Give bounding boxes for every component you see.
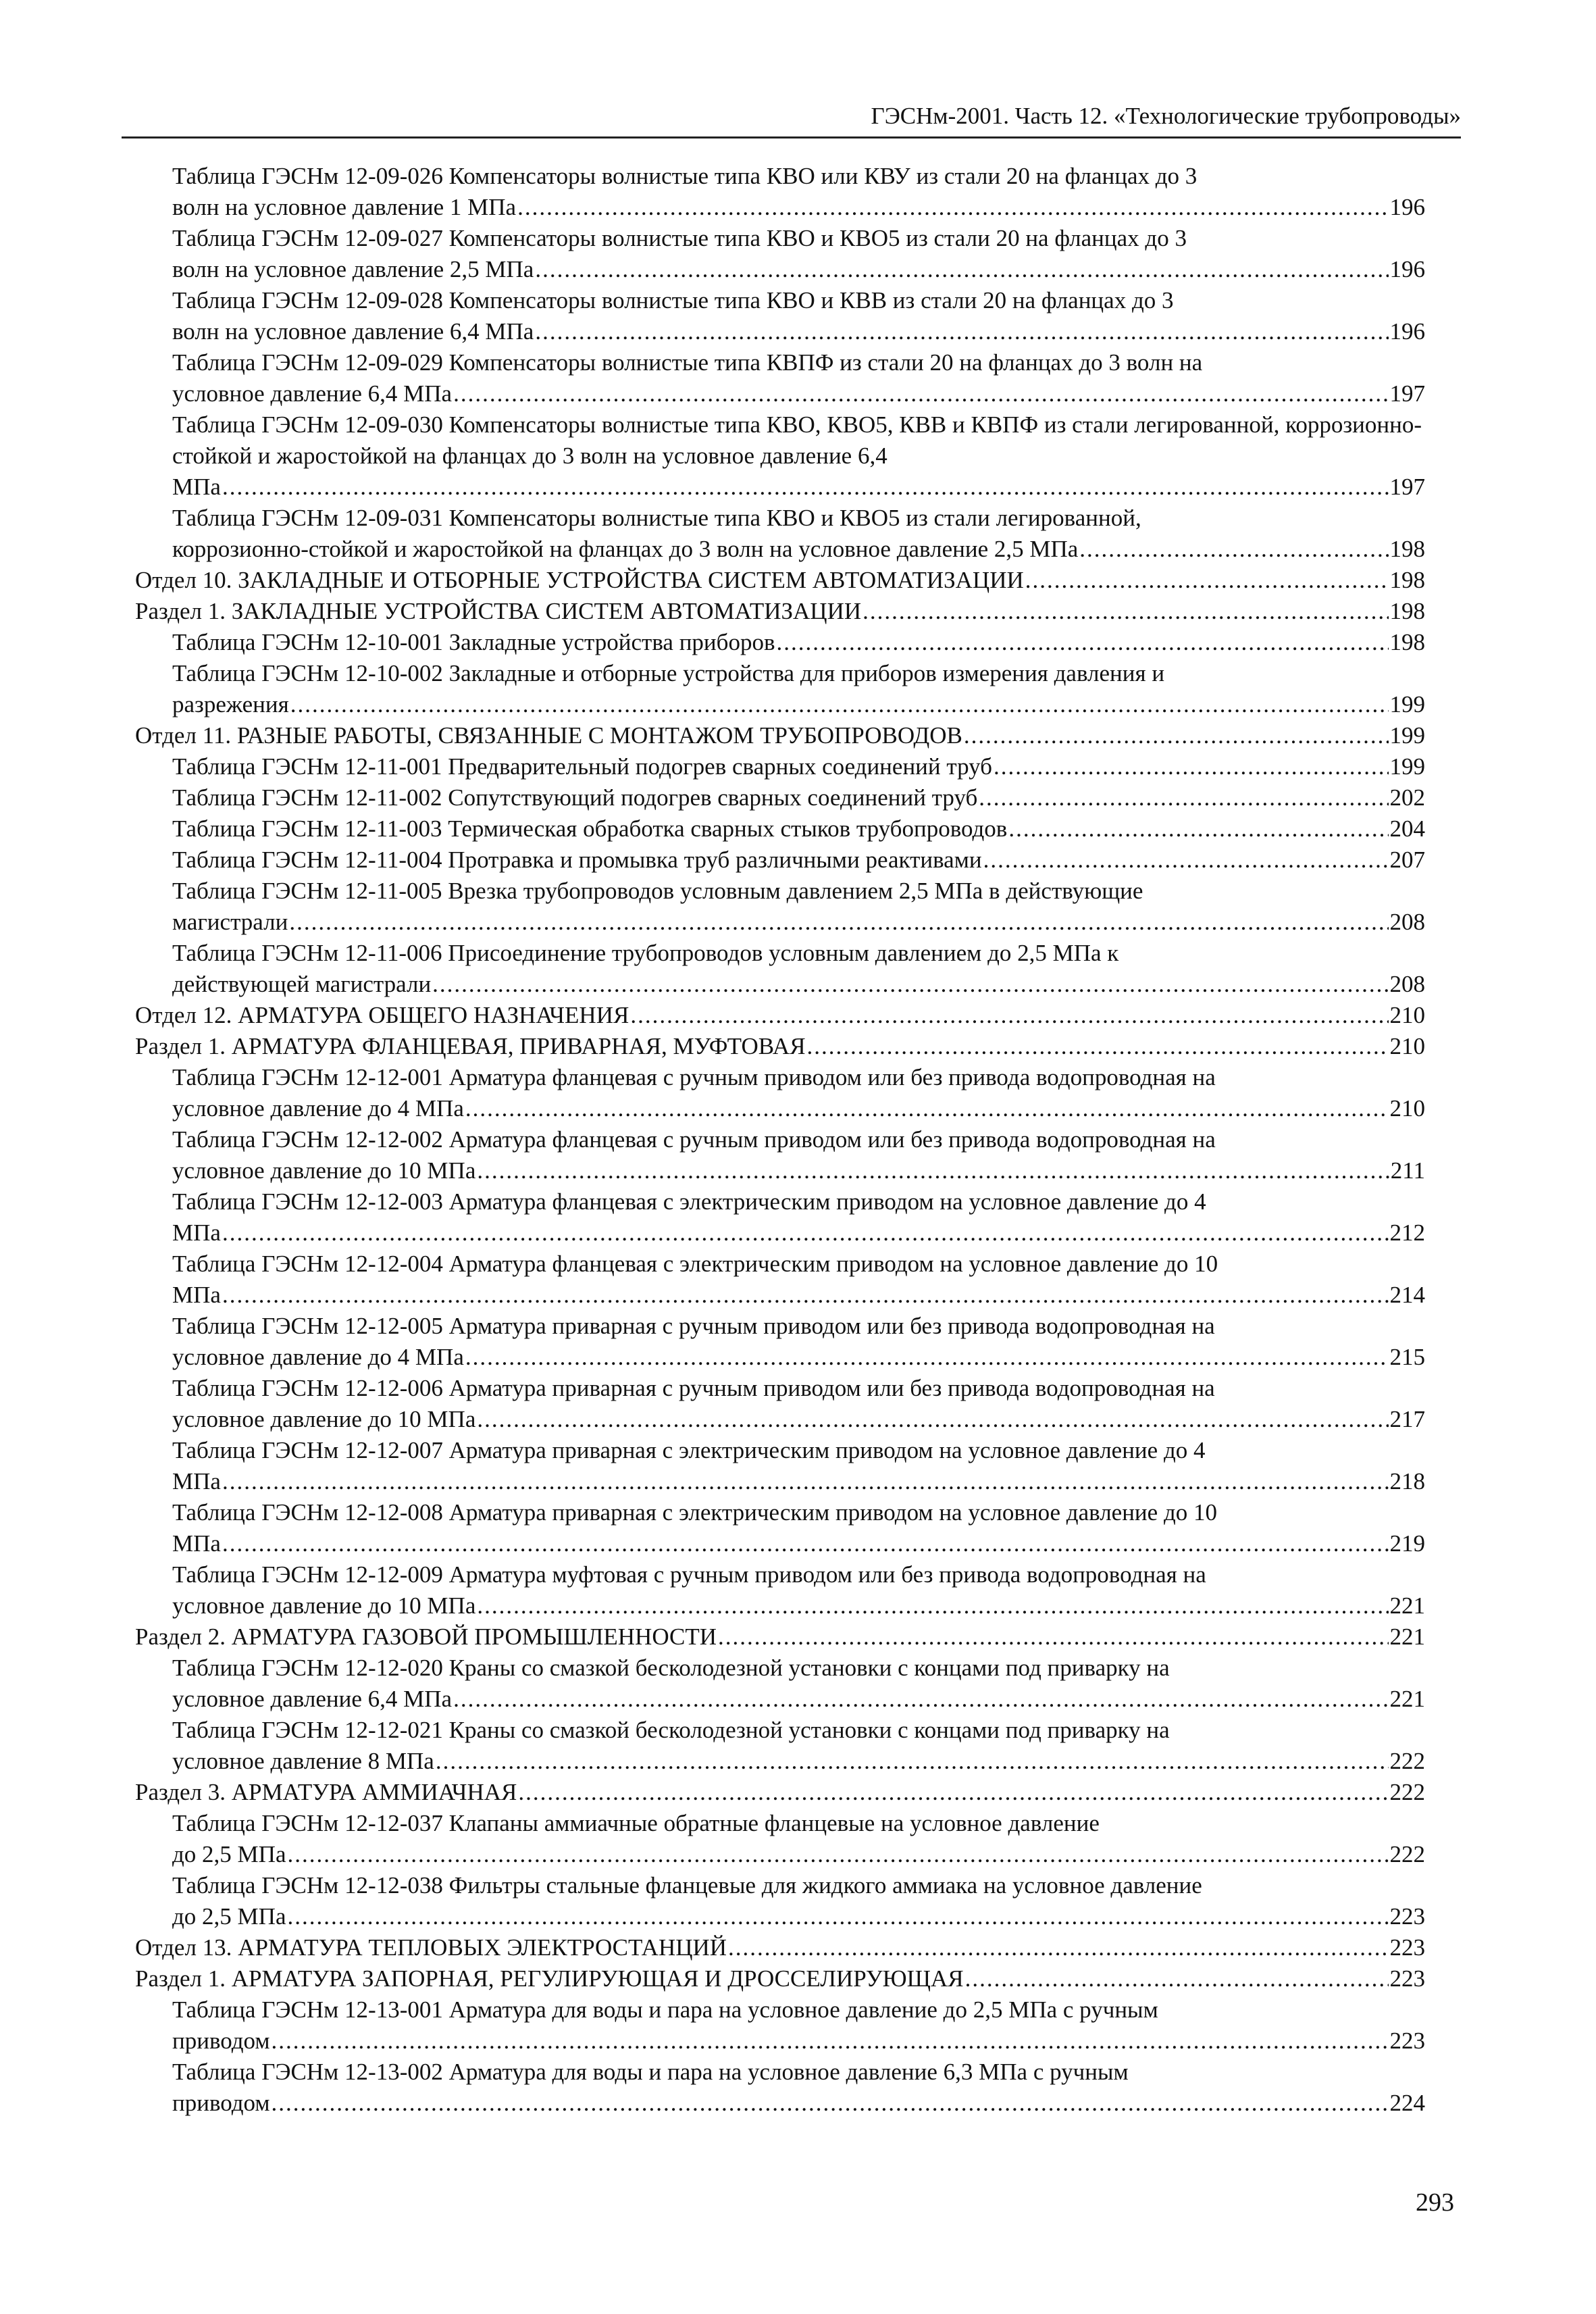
toc-entry-title-end: приводом xyxy=(172,2028,270,2054)
dot-leader xyxy=(994,751,1389,782)
toc-entry-page: 221 xyxy=(1389,1686,1425,1712)
toc-entry-page: 202 xyxy=(1389,784,1425,811)
toc-entry-title-end: разрежения xyxy=(172,691,289,718)
toc-entry-title-end: условное давление до 10 МПа xyxy=(172,1592,476,1619)
toc-entry-page: 211 xyxy=(1390,1157,1425,1184)
dot-leader xyxy=(290,689,1389,720)
dot-leader xyxy=(272,2026,1389,2057)
toc-entry-title: Таблица ГЭСНм 12-12-003 Арматура фланцевая с электрическим приводом на условное давление до 4 xyxy=(172,1188,1206,1215)
toc-entry-page: 223 xyxy=(1389,2028,1425,2054)
toc-entry[interactable] xyxy=(172,627,1425,658)
toc-entry-title-end: условное давление 6,4 МПа xyxy=(172,1686,453,1712)
toc-entry-page: 214 xyxy=(1389,1282,1425,1308)
dot-leader xyxy=(222,1466,1389,1497)
toc-entry[interactable] xyxy=(135,1777,1425,1808)
dot-leader xyxy=(465,1342,1389,1373)
toc-entry-title-end: МПа xyxy=(172,1282,221,1308)
dot-leader xyxy=(477,1590,1388,1621)
toc-entry-page: 199 xyxy=(1389,691,1425,718)
toc-entry[interactable] xyxy=(135,1963,1425,1994)
toc-entry[interactable] xyxy=(172,503,1425,565)
toc-entry-page: 221 xyxy=(1389,1624,1425,1650)
toc-entry[interactable] xyxy=(135,1000,1425,1031)
toc-entry[interactable] xyxy=(172,1249,1425,1311)
toc-entry[interactable] xyxy=(172,1186,1425,1249)
toc-entry-page: 207 xyxy=(1389,847,1425,873)
dot-leader xyxy=(728,1932,1388,1963)
toc-entry-page: 210 xyxy=(1389,1002,1425,1028)
dot-leader xyxy=(272,2088,1389,2119)
toc-entry[interactable] xyxy=(172,1124,1425,1186)
toc-entry-title: Таблица ГЭСНм 12-09-029 Компенсаторы волнистые типа КВПФ из стали 20 на фланцах до 3 волн на xyxy=(172,349,1203,376)
dot-leader xyxy=(288,1901,1389,1932)
toc-entry[interactable] xyxy=(172,1653,1425,1715)
toc-entry-title: Таблица ГЭСНм 12-09-026 Компенсаторы волнистые типа КВО или КВУ из стали 20 на фланцах до 3 xyxy=(172,163,1198,189)
table-of-contents xyxy=(135,161,1425,2119)
toc-entry-title-end: магистрали xyxy=(172,909,288,935)
toc-entry[interactable] xyxy=(172,1994,1425,2057)
toc-entry-page: 223 xyxy=(1389,1934,1425,1961)
toc-entry-title: Таблица ГЭСНм 12-09-030 Компенсаторы волнистые типа КВО, КВО5, КВВ и КВПФ из стали легированной, коррозионно-стойкой и жаростойкой на фланцах до 3 волн на условное давление 6,4 xyxy=(172,411,1422,469)
toc-entry-page: 204 xyxy=(1389,815,1425,842)
toc-entry-title: Таблица ГЭСНм 12-09-031 Компенсаторы волнистые типа КВО и КВО5 из стали легированной, xyxy=(172,505,1141,531)
toc-entry-title-end: Таблица ГЭСНм 12-10-001 Закладные устройства приборов xyxy=(172,629,775,655)
toc-entry[interactable] xyxy=(172,1870,1425,1932)
toc-entry-title-end: Раздел 3. АРМАТУРА АММИАЧНАЯ xyxy=(135,1779,517,1805)
dot-leader xyxy=(222,472,1389,503)
toc-entry[interactable] xyxy=(172,1311,1425,1373)
toc-entry-title-end: Таблица ГЭСНм 12-11-004 Протравка и промывка труб различными реактивами xyxy=(172,847,982,873)
toc-entry[interactable] xyxy=(172,1497,1425,1559)
toc-entry-page: 224 xyxy=(1389,2090,1425,2116)
toc-entry-title-end: до 2,5 МПа xyxy=(172,1903,286,1930)
toc-entry-page: 218 xyxy=(1389,1468,1425,1494)
dot-leader xyxy=(807,1031,1389,1062)
toc-entry-page: 223 xyxy=(1389,1903,1425,1930)
toc-entry-title-end: условное давление до 10 МПа xyxy=(172,1157,476,1184)
toc-entry[interactable] xyxy=(172,1808,1425,1870)
toc-entry-title-end: МПа xyxy=(172,474,221,500)
dot-leader xyxy=(453,1684,1388,1715)
toc-entry-page: 215 xyxy=(1389,1344,1425,1370)
toc-entry[interactable] xyxy=(135,565,1425,596)
dot-leader xyxy=(432,969,1388,1000)
dot-leader xyxy=(964,720,1389,751)
toc-entry-title-end: Раздел 1. АРМАТУРА ФЛАНЦЕВАЯ, ПРИВАРНАЯ, МУФТОВАЯ xyxy=(135,1033,806,1059)
dot-leader xyxy=(1079,534,1388,565)
dot-leader xyxy=(436,1746,1389,1777)
running-header: ГЭСНм-2001. Часть 12. «Технологические трубопроводы» xyxy=(122,101,1461,139)
toc-entry-title: Таблица ГЭСНм 12-13-002 Арматура для воды и пара на условное давление 6,3 МПа с ручным xyxy=(172,2059,1129,2085)
dot-leader xyxy=(477,1404,1388,1435)
dot-leader xyxy=(222,1280,1389,1311)
toc-entry-title-end: МПа xyxy=(172,1530,221,1557)
dot-leader xyxy=(535,316,1388,347)
toc-entry-title-end: условное давление до 10 МПа xyxy=(172,1406,476,1432)
toc-entry-page: 221 xyxy=(1389,1592,1425,1619)
toc-entry-title: Таблица ГЭСНм 12-12-006 Арматура приварная с ручным приводом или без привода водопроводная на xyxy=(172,1375,1215,1401)
toc-entry-title-end: волн на условное давление 1 МПа xyxy=(172,194,517,220)
toc-entry[interactable] xyxy=(172,1715,1425,1777)
toc-entry-title: Таблица ГЭСНм 12-13-001 Арматура для воды и пара на условное давление до 2,5 МПа с ручным xyxy=(172,1996,1158,2023)
toc-entry-page: 210 xyxy=(1389,1095,1425,1122)
toc-entry-title-end: Отдел 10. ЗАКЛАДНЫЕ И ОТБОРНЫЕ УСТРОЙСТВА СИСТЕМ АВТОМАТИЗАЦИИ xyxy=(135,567,1024,593)
dot-leader xyxy=(965,1963,1389,1994)
toc-entry[interactable] xyxy=(135,1031,1425,1062)
toc-entry[interactable] xyxy=(172,2057,1425,2119)
toc-entry-page: 222 xyxy=(1389,1841,1425,1867)
dot-leader xyxy=(979,782,1388,813)
dot-leader xyxy=(222,1528,1389,1559)
toc-entry-title-end: МПа xyxy=(172,1468,221,1494)
toc-entry-title: Таблица ГЭСНм 12-10-002 Закладные и отборные устройства для приборов измерения давления и xyxy=(172,660,1165,686)
toc-entry[interactable] xyxy=(172,347,1425,409)
dot-leader xyxy=(630,1000,1388,1031)
toc-entry-page: 212 xyxy=(1389,1219,1425,1246)
toc-entry-page: 198 xyxy=(1389,536,1425,562)
dot-leader xyxy=(863,596,1388,627)
toc-entry-page: 198 xyxy=(1389,629,1425,655)
dot-leader xyxy=(776,627,1388,658)
dot-leader xyxy=(983,845,1389,876)
toc-entry-title: Таблица ГЭСНм 12-12-038 Фильтры стальные фланцевые для жидкого аммиака на условное давление xyxy=(172,1872,1202,1898)
toc-entry-page: 198 xyxy=(1389,567,1425,593)
dot-leader xyxy=(518,1777,1388,1808)
toc-entry[interactable] xyxy=(172,845,1425,876)
dot-leader xyxy=(288,1839,1389,1870)
toc-entry-title-end: приводом xyxy=(172,2090,270,2116)
toc-entry-title: Таблица ГЭСНм 12-12-009 Арматура муфтовая с ручным приводом или без привода водопроводная на xyxy=(172,1561,1206,1588)
toc-entry-page: 196 xyxy=(1389,194,1425,220)
toc-entry[interactable] xyxy=(172,876,1425,938)
toc-entry-page: 222 xyxy=(1389,1779,1425,1805)
toc-entry-title: Таблица ГЭСНм 12-12-004 Арматура фланцевая с электрическим приводом на условное давление до 10 xyxy=(172,1251,1218,1277)
toc-entry[interactable] xyxy=(172,751,1425,782)
toc-entry-page: 223 xyxy=(1389,1965,1425,1992)
toc-entry-title: Таблица ГЭСНм 12-12-008 Арматура приварная с электрическим приводом на условное давление до 10 xyxy=(172,1499,1218,1526)
toc-entry-page: 208 xyxy=(1389,909,1425,935)
toc-entry-title-end: Раздел 2. АРМАТУРА ГАЗОВОЙ ПРОМЫШЛЕННОСТИ xyxy=(135,1624,717,1650)
toc-entry-page: 196 xyxy=(1389,318,1425,345)
toc-entry[interactable] xyxy=(172,1559,1425,1621)
dot-leader xyxy=(517,192,1388,223)
toc-entry[interactable] xyxy=(172,658,1425,720)
toc-entry-title-end: Таблица ГЭСНм 12-11-001 Предварительный подогрев сварных соединений труб xyxy=(172,753,992,780)
toc-entry-title-end: МПа xyxy=(172,1219,221,1246)
toc-entry-page: 219 xyxy=(1389,1530,1425,1557)
toc-entry-page: 217 xyxy=(1389,1406,1425,1432)
toc-entry[interactable] xyxy=(172,1062,1425,1124)
dot-leader xyxy=(1008,813,1388,845)
toc-entry[interactable] xyxy=(172,409,1425,503)
toc-entry-title: Таблица ГЭСНм 12-12-021 Краны со смазкой бесколодезной установки с концами под приварку на xyxy=(172,1717,1170,1743)
toc-entry-page: 199 xyxy=(1389,722,1425,749)
toc-entry-title-end: Таблица ГЭСНм 12-11-003 Термическая обработка сварных стыков трубопроводов xyxy=(172,815,1008,842)
toc-entry[interactable] xyxy=(172,1435,1425,1497)
toc-entry-title-end: условное давление до 4 МПа xyxy=(172,1095,464,1122)
toc-entry-title-end: Отдел 11. РАЗНЫЕ РАБОТЫ, СВЯЗАННЫЕ С МОНТАЖОМ ТРУБОПРОВОДОВ xyxy=(135,722,962,749)
toc-entry-page: 197 xyxy=(1389,380,1425,407)
toc-entry-title-end: Раздел 1. АРМАТУРА ЗАПОРНАЯ, РЕГУЛИРУЮЩАЯ И ДРОССЕЛИРУЮЩАЯ xyxy=(135,1965,964,1992)
toc-entry-page: 196 xyxy=(1389,256,1425,282)
toc-entry-title-end: условное давление 8 МПа xyxy=(172,1748,434,1774)
toc-entry-title: Таблица ГЭСНм 12-12-007 Арматура приварная с электрическим приводом на условное давление до 4 xyxy=(172,1437,1206,1463)
toc-entry-title: Таблица ГЭСНм 12-09-027 Компенсаторы волнистые типа КВО и КВО5 из стали 20 на фланцах до 3 xyxy=(172,225,1187,251)
toc-entry-page: 210 xyxy=(1389,1033,1425,1059)
toc-entry[interactable] xyxy=(135,1932,1425,1963)
toc-entry-page: 197 xyxy=(1389,474,1425,500)
toc-entry[interactable] xyxy=(135,596,1425,627)
dot-leader xyxy=(1025,565,1389,596)
toc-entry-title: Таблица ГЭСНм 12-12-037 Клапаны аммиачные обратные фланцевые на условное давление xyxy=(172,1810,1100,1836)
toc-entry-title: Таблица ГЭСНм 12-11-006 Присоединение трубопроводов условным давлением до 2,5 МПа к xyxy=(172,940,1119,966)
dot-leader xyxy=(453,378,1388,409)
toc-entry-title-end: до 2,5 МПа xyxy=(172,1841,286,1867)
dot-leader xyxy=(465,1093,1389,1124)
toc-entry-title-end: Отдел 13. АРМАТУРА ТЕПЛОВЫХ ЭЛЕКТРОСТАНЦИЙ xyxy=(135,1934,727,1961)
toc-entry-title-end: условное давление до 4 МПа xyxy=(172,1344,464,1370)
toc-entry-title-end: коррозионно-стойкой и жаростойкой на фланцах до 3 волн на условное давление 2,5 МПа xyxy=(172,536,1079,562)
toc-entry-page: 199 xyxy=(1389,753,1425,780)
toc-entry[interactable] xyxy=(135,720,1425,751)
toc-entry-page: 208 xyxy=(1389,971,1425,997)
toc-entry[interactable] xyxy=(172,813,1425,845)
toc-entry-title: Таблица ГЭСНм 12-12-005 Арматура приварная с ручным приводом или без привода водопроводная на xyxy=(172,1313,1215,1339)
toc-entry[interactable] xyxy=(172,1373,1425,1435)
dot-leader xyxy=(718,1621,1388,1653)
dot-leader xyxy=(535,254,1388,285)
toc-entry-title: Таблица ГЭСНм 12-12-020 Краны со смазкой бесколодезной установки с концами под приварку на xyxy=(172,1655,1170,1681)
toc-entry[interactable] xyxy=(172,223,1425,285)
toc-entry-title-end: Отдел 12. АРМАТУРА ОБЩЕГО НАЗНАЧЕНИЯ xyxy=(135,1002,629,1028)
toc-entry[interactable] xyxy=(172,782,1425,813)
toc-entry-page: 222 xyxy=(1389,1748,1425,1774)
toc-entry-title: Таблица ГЭСНм 12-11-005 Врезка трубопроводов условным давлением 2,5 МПа в действующие xyxy=(172,878,1143,904)
toc-entry-title: Таблица ГЭСНм 12-12-001 Арматура фланцевая с ручным приводом или без привода водопроводная на xyxy=(172,1064,1216,1090)
page-number: 293 xyxy=(1416,2188,1454,2217)
toc-entry[interactable] xyxy=(172,285,1425,347)
toc-entry-title-end: Таблица ГЭСНм 12-11-002 Сопутствующий подогрев сварных соединений труб xyxy=(172,784,978,811)
toc-entry-title-end: Раздел 1. ЗАКЛАДНЫЕ УСТРОЙСТВА СИСТЕМ АВТОМАТИЗАЦИИ xyxy=(135,598,862,624)
dot-leader xyxy=(477,1155,1389,1186)
toc-entry-title-end: волн на условное давление 6,4 МПа xyxy=(172,318,534,345)
toc-entry-title: Таблица ГЭСНм 12-09-028 Компенсаторы волнистые типа КВО и КВВ из стали 20 на фланцах до 3 xyxy=(172,287,1174,313)
dot-leader xyxy=(289,907,1388,938)
toc-entry[interactable] xyxy=(135,1621,1425,1653)
toc-entry[interactable] xyxy=(172,938,1425,1000)
toc-entry-title-end: действующей магистрали xyxy=(172,971,432,997)
dot-leader xyxy=(222,1217,1389,1249)
toc-entry[interactable] xyxy=(172,161,1425,223)
toc-entry-page: 198 xyxy=(1389,598,1425,624)
toc-entry-title: Таблица ГЭСНм 12-12-002 Арматура фланцевая с ручным приводом или без привода водопроводная на xyxy=(172,1126,1216,1153)
toc-entry-title-end: условное давление 6,4 МПа xyxy=(172,380,453,407)
toc-entry-title-end: волн на условное давление 2,5 МПа xyxy=(172,256,534,282)
